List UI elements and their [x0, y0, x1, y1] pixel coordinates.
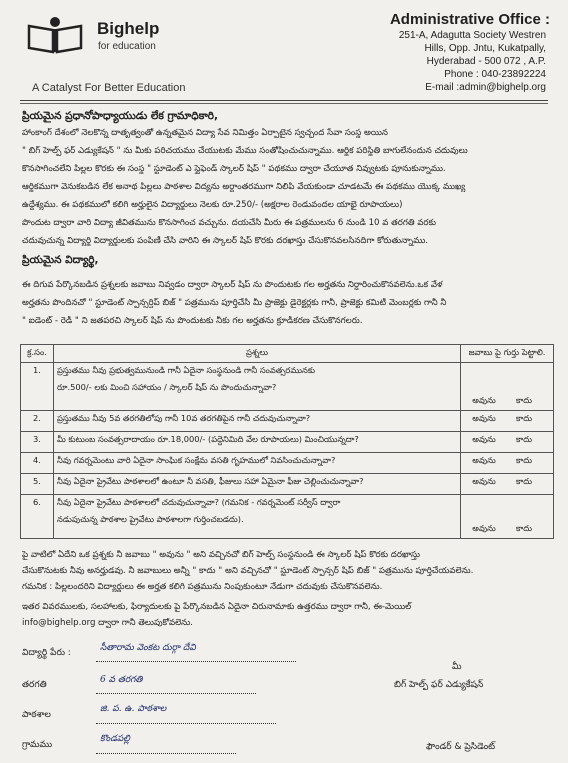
no-option[interactable]: కాదు [516, 395, 532, 405]
no-option[interactable]: కాదు [516, 434, 532, 444]
answer-cell [461, 474, 554, 495]
row-number: 4. [21, 453, 54, 474]
column-header-answer: జవాబు పై గుర్తు పెట్టాలి. [461, 345, 554, 363]
no-option[interactable]: కాదు [516, 455, 532, 465]
organization-sign: బిగ్ హెల్ప్ ఫర్ ఎడ్యుకేషన్ [394, 680, 484, 690]
answer-cell [461, 432, 554, 453]
student-name-value[interactable]: సీతారామ వెంకట దుర్గా దేవి [100, 643, 196, 653]
book-reader-logo-icon [26, 16, 84, 54]
yes-option[interactable]: అవును [472, 413, 496, 423]
paragraph-line: info@bighelp.org ద్వారా గానీ తెలుపుకోవలెను. [22, 618, 193, 628]
paragraph-line: ఉద్దేశ్యము. ఈ పథకములో కలిగి అర్హులైన విద్యార్థులు నెలకు రూ.250/- (అక్షరాల రెండువందల యాభై రూపాయలు) [22, 200, 403, 210]
salutation: ప్రియమైన ప్రధానోపాధ్యాయుడు లేక గ్రామాధికారి, [22, 110, 219, 122]
brand-name: Bighelp [97, 19, 160, 38]
yes-option[interactable]: అవును [472, 395, 496, 405]
paragraph-line: ఈ దిగువ పేర్కొనబడిన ప్రశ్నలకు జవాబు నివ్వడం ద్వారా స్కాలర్ షిప్ ను పొందుటకు గల అర్హతను నిర్ధారించుకొనవలెను.ఒక వేళ [22, 280, 443, 290]
table-row [21, 453, 554, 474]
question-text: మీ కుటుంబ సంవత్సరాదాయం రూ.18,000/- (పద్దెనిమిది వేల రూపాయలు) మించియున్నదా? [54, 432, 461, 453]
village-value[interactable]: కొండపల్లి [100, 734, 130, 744]
student-greeting: ప్రియమైన విద్యార్థి, [22, 254, 99, 266]
paragraph-line: కొనసాగించలేని పిల్లల కొరకు ఈ సంస్థ " స్టూడెంట్ ఎ స్టైఫెండ్ స్కాలర్ షిప్ " పథకము ద్వారా చేయూత నివ్వుటకు పూనుకున్నాము. [22, 164, 446, 174]
paragraph-line: ఇతర వివరములకు, సలహాలకు, ఫిర్యాదులకు పై పేర్కొనబడిన ఏదైనా చిరునామాకు ఉత్తరము ద్వారా గానీ, ఈ-మెయిల్ [22, 602, 412, 612]
header-divider [20, 100, 548, 101]
field-label-village: గ్రామము [22, 740, 53, 750]
answer-cell [461, 411, 554, 432]
signature-line [96, 722, 276, 724]
row-number: 5. [21, 474, 54, 495]
question-text: ప్రస్తుతము నీవు 5వ తరగతిలోపు గానీ 10వ తరగతిపైన గానీ చదువుచున్నావా? [54, 411, 461, 432]
paragraph-line: " ఐడెంట్ - రెడీ " ని జతపరచి స్కాలర్ షిప్ ను పొందుటకు నీకు గల అర్హతను క్రూడీకరణ చేసుకొనగలరు. [22, 316, 363, 326]
paragraph-line: చదువుచున్న విద్యార్థి విద్యార్థులకు పంపిణీ చేసి వారిని ఈ స్కాలర్ షిప్ కొరకు దరఖాస్తు చేసుకొనవలసినదిగా కోరుతున్నాము. [22, 236, 429, 246]
table-row [21, 363, 554, 411]
question-text: నడుపుచున్న పాఠశాల ప్రైవేటు పాఠశాలగా గుర్తించబడదు). [57, 514, 244, 524]
signature-line [96, 692, 256, 694]
answer-cell [461, 363, 554, 411]
question-cell [54, 363, 461, 411]
paragraph-line: " బిగ్ హెల్ప్ ఫర్ ఎడ్యుకేషన్ " ను మీకు పరిచయము చేయుటకు మేము సంతోషించుచున్నాము. ఆర్థిక పరిస్థితి బాగులేనందున చదువులు [22, 146, 468, 156]
paragraph-line: ఆర్థికముగా వెనుకబడిన లేక అనాథ పిల్లలు పాఠశాల విద్యను అర్ధాంతరముగా నిలిపి వేయకుండా చూడటమే ఈ పథకము యొక్క ముఖ్య [22, 182, 466, 192]
question-text: నీవు ఏదైనా ప్రైవేటు పాఠశాలలో ఉంటూ నీ వసతి, ఫీజులు సహా ఏమైనా ఫీజు చెల్లించుచున్నావా? [54, 474, 461, 495]
no-option[interactable]: కాదు [516, 413, 532, 423]
row-number: 2. [21, 411, 54, 432]
row-number: 1. [21, 363, 54, 411]
table-row [21, 432, 554, 453]
column-header-number: క్ర.సం. [21, 345, 54, 363]
address-line: Hyderabad - 500 072 , A.P. [426, 56, 546, 67]
address-line: Hills, Opp. Jntu, Kukatpally, [424, 43, 546, 54]
email-line: E-mail :admin@bighelp.org [425, 82, 546, 93]
signature-line [96, 660, 296, 662]
phone-line: Phone : 040-23892224 [444, 69, 546, 80]
row-number: 3. [21, 432, 54, 453]
table-row [21, 474, 554, 495]
paragraph-line: పొందుట ద్వారా వారి విద్యా జీవితమును కొనసాగించ వచ్చును. దయచేసి మీరు ఈ పత్రములను 6 నుండి 10 వ తరగతి వరకు [22, 218, 436, 228]
signatory-role: ఫౌండర్ & ప్రెసిడెంట్ [426, 742, 496, 752]
header-divider [20, 103, 548, 104]
field-label-class: తరగతి [22, 680, 47, 690]
column-header-question: ప్రశ్నలు [54, 345, 461, 363]
question-text: నీవు గవర్నమెంటు వారి ఏదైనా సాంఘిక సంక్షేమ వసతి గృహములో నివసించుచున్నావా? [54, 453, 461, 474]
yes-option[interactable]: అవును [472, 523, 496, 533]
question-cell [54, 495, 461, 539]
yes-option[interactable]: అవును [472, 476, 496, 486]
paragraph-line: హాంకాంగ్ దేశంలో నెలకొన్న దాతృత్వంతో ఉన్నతమైన విద్యా సేవ నిమిత్తం ఏర్పాటైన స్వచ్ఛంద సేవా సంస్థ అయిన [22, 128, 388, 138]
table-row [21, 411, 554, 432]
paragraph-line: పై వాటిలో ఏదేని ఒక ప్రశ్నకు నీ జవాబు " అవును " అని వచ్చినచో బిగ్ హెల్ప్ సంస్థనుండి ఈ స్కాలర్ షిప్ కొరకు దరఖాస్తు [22, 550, 420, 560]
eligibility-table [20, 344, 554, 539]
tagline: A Catalyst For Better Education [32, 82, 186, 94]
brand-subtitle: for education [98, 41, 156, 52]
answer-cell [461, 453, 554, 474]
table-row [21, 495, 554, 539]
signature-line [96, 752, 236, 754]
no-option[interactable]: కాదు [516, 476, 532, 486]
class-value[interactable]: 6 వ తరగతి [100, 675, 143, 685]
office-title: Administrative Office : [389, 11, 550, 28]
yes-option[interactable]: అవును [472, 434, 496, 444]
paragraph-line: గమనిక : పిల్లలందరిని విద్యార్థులు ఈ అర్హత కలిగి పత్రమును నింపుకుంటూ నేడుగా చదువుకు చేసుకొనవలెను. [22, 582, 383, 592]
question-text: ప్రస్తుతము నీవు ప్రభుత్వమునుండి గానీ ఏదైనా సంస్థనుండి గానీ సంవత్సరమునకు [57, 365, 316, 375]
row-number: 6. [21, 495, 54, 539]
school-value[interactable]: జి. ప. ఉ. పాఠశాల [100, 704, 167, 714]
sign-off-prefix: మీ [452, 662, 462, 672]
question-text: రూ.500/- లకు మించి సహాయం / స్కాలర్ షిప్ ను పొందుచున్నావా? [57, 382, 277, 392]
question-text: నీవు ఏదైనా ప్రైవేటు పాఠశాలలో చదువుచున్నావా? (గమనిక - గవర్నమెంట్ సర్వీస్ ద్వారా [57, 497, 341, 507]
no-option[interactable]: కాదు [516, 523, 532, 533]
paragraph-line: అర్హతను పొందినచో " స్టూడెంట్ స్పాన్సర్షిప్ బిజ్ " పత్రమును పూర్తిచేసి మీ ప్రాజెక్టు డైరెక్టర్లకు గానీ, ప్రాజెక్టు కమిటీ మెంబర్లకు గానీ నీ [22, 298, 447, 308]
answer-cell [461, 495, 554, 539]
paragraph-line: చేసుకొనుటకు నీవు అనర్హుడవు. నీ జవాబులు అన్నీ " కాదు " అని వచ్చినచో " స్టూడెంట్ స్పాన్సర్ షిప్ బిజ్ " పత్రమును పూర్తిచేయవలెను. [22, 566, 474, 576]
field-label-student-name: విద్యార్థి పేరు : [22, 648, 71, 658]
address-line: 251-A, Adagutta Society Westren [398, 30, 546, 41]
yes-option[interactable]: అవును [472, 455, 496, 465]
field-label-school: పాఠశాల [22, 710, 51, 720]
table-header-row [21, 345, 554, 363]
